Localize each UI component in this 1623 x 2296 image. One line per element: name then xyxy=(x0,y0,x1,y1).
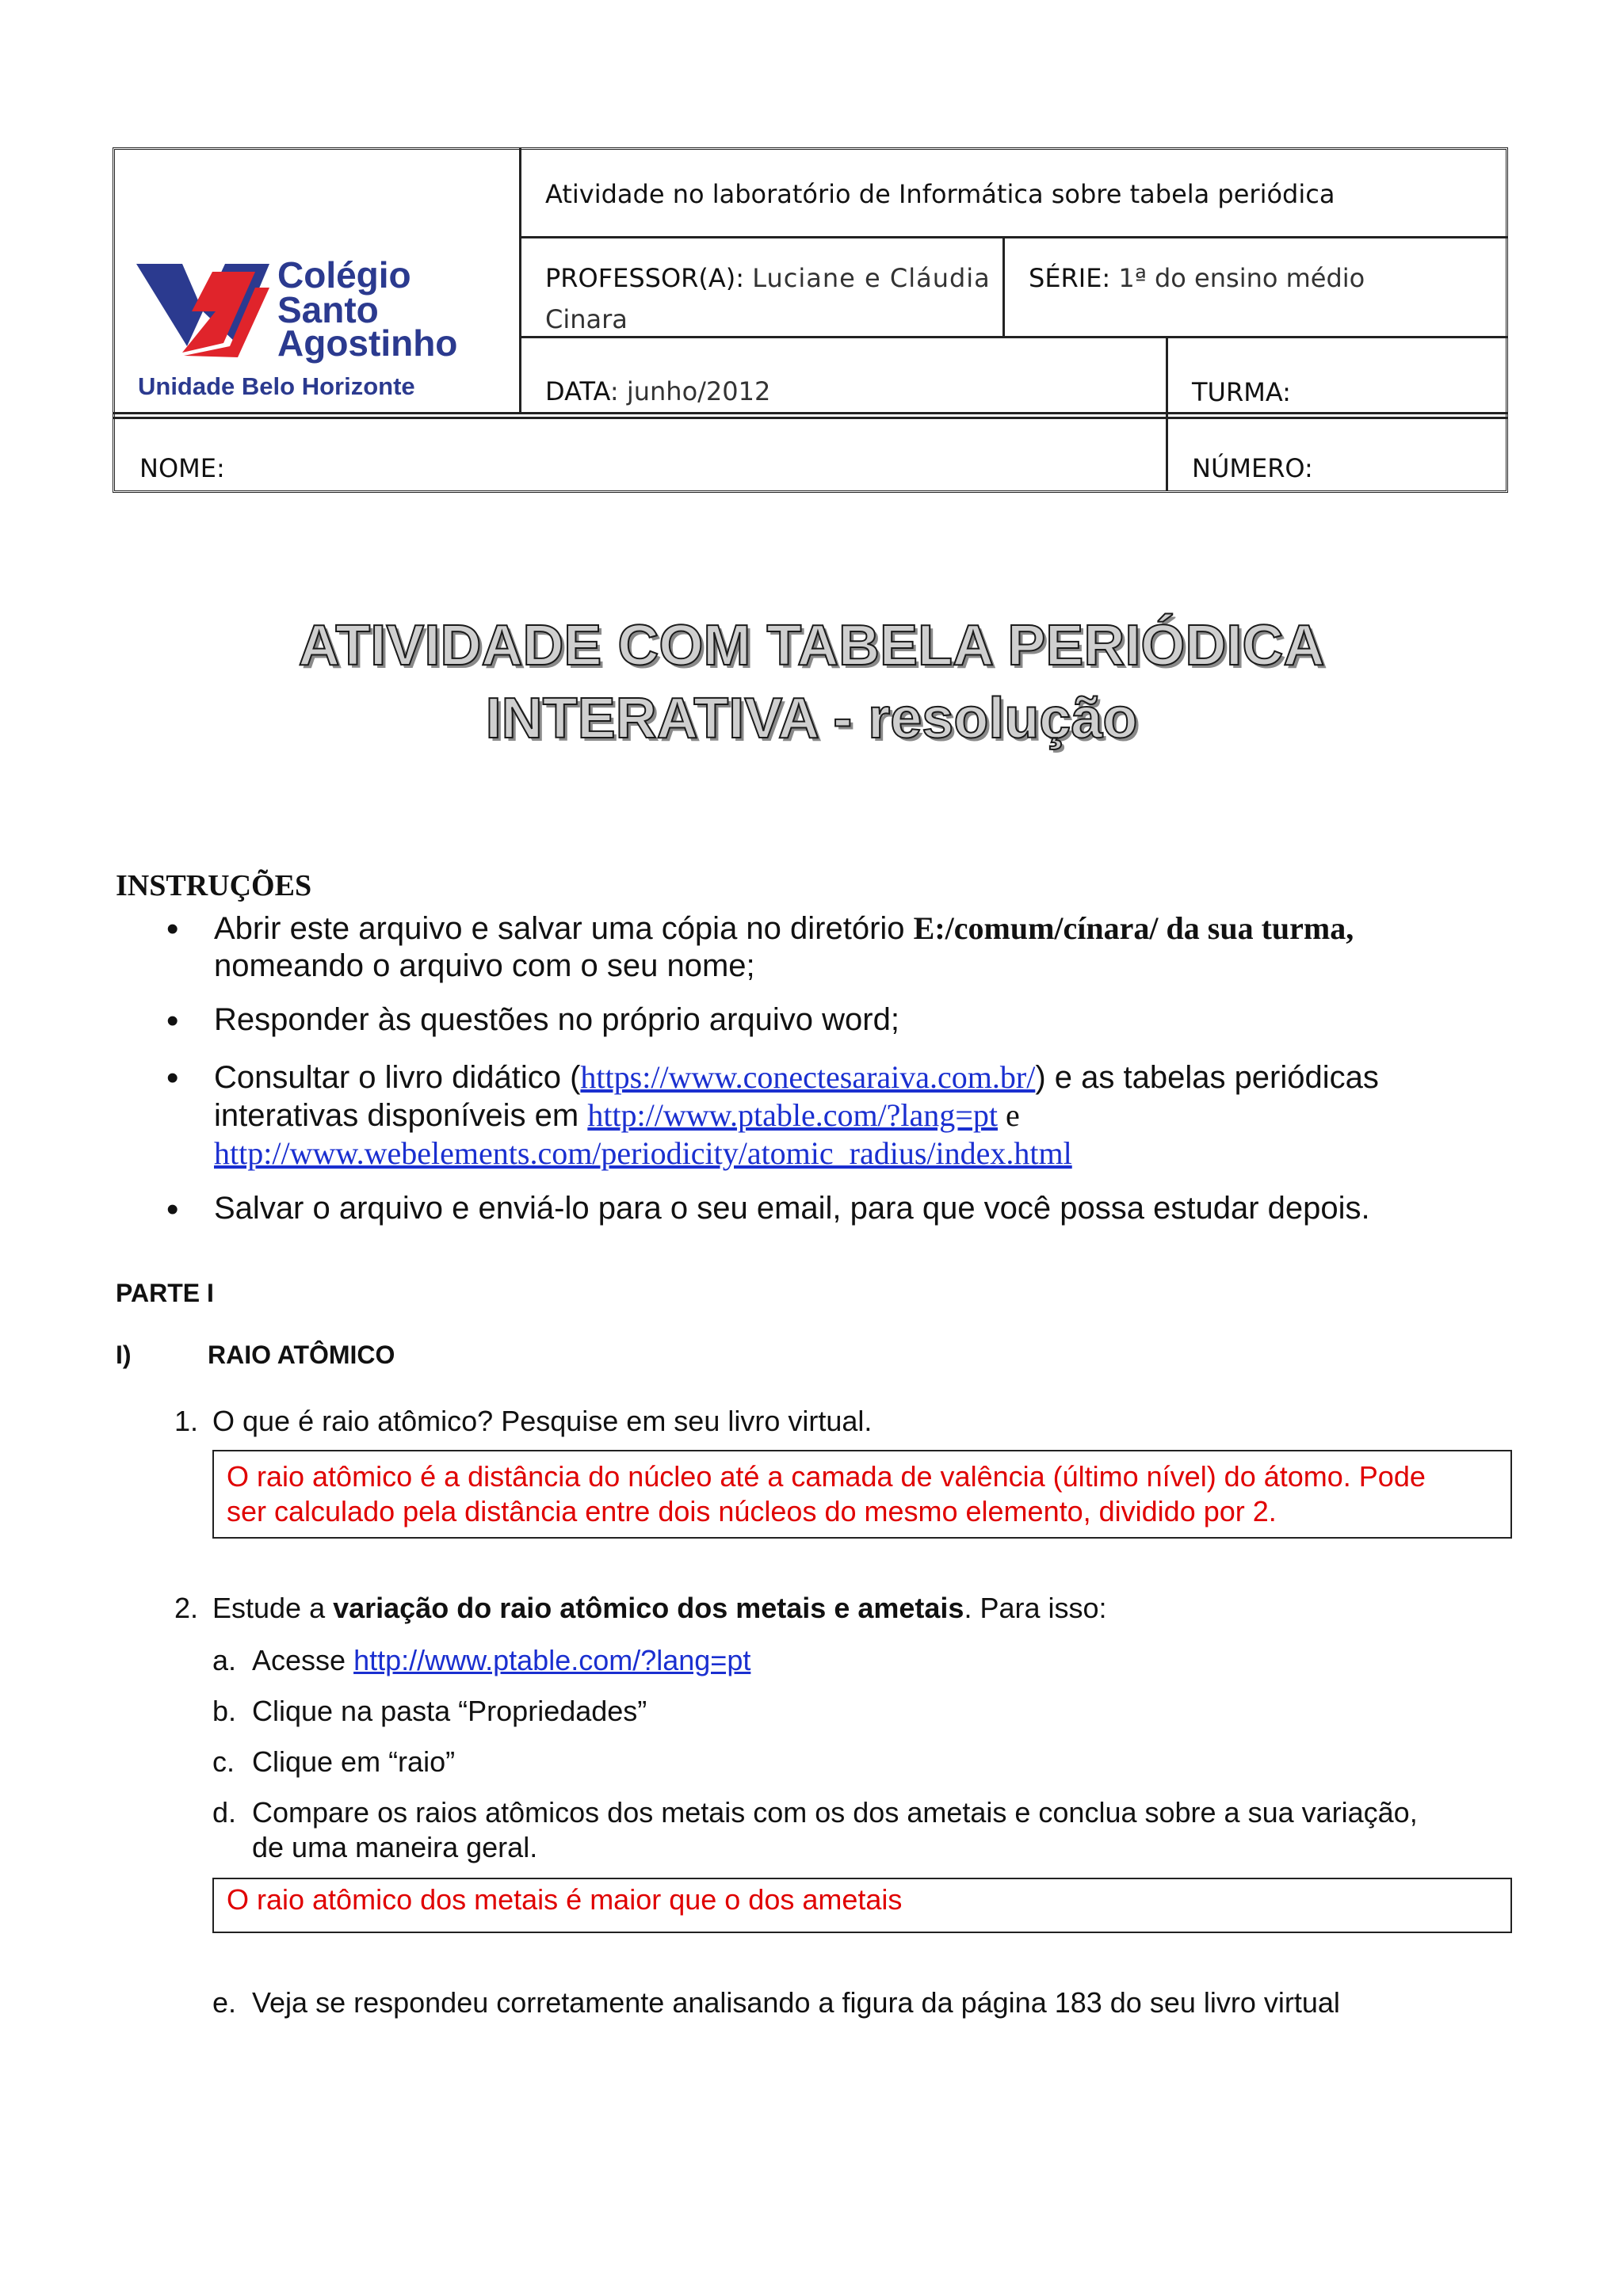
step-text xyxy=(252,1643,750,1678)
serie-label: SÉRIE: xyxy=(1029,263,1111,293)
header-divider xyxy=(519,236,1508,238)
turma-label: TURMA: xyxy=(1192,377,1291,407)
header-divider xyxy=(519,147,521,414)
page-title: ATIVIDADE COM TABELA PERIÓDICA xyxy=(298,614,1325,677)
instruction-text: ) e as tabelas periódicas xyxy=(1035,1060,1379,1095)
bullet-icon: • xyxy=(166,1001,179,1040)
date-value: : junho/2012 xyxy=(609,376,771,406)
answer-text: ser calculado pela distância entre dois núcleos do mesmo elemento, dividido por 2. xyxy=(227,1495,1277,1527)
step-label: a. xyxy=(212,1644,237,1676)
section-title: RAIO ATÔMICO xyxy=(208,1341,395,1369)
bullet-icon: • xyxy=(166,1190,179,1229)
question-number: 1. xyxy=(174,1405,199,1437)
professor-label: PROFESSOR(A): xyxy=(545,263,745,293)
link-webelements[interactable]: http://www.webelements.com/periodicity/atomic_radius/index.html xyxy=(214,1135,1072,1171)
step-text-part: Compare os raios atômicos dos metais com os dos ametais e conclua sobre a sua variação, xyxy=(252,1796,1418,1829)
activity-title: Atividade no laboratório de Informática sobre tabela periódica xyxy=(545,179,1335,209)
date-label: DATA xyxy=(545,376,610,406)
instruction-text: nomeando o arquivo com o seu nome; xyxy=(214,948,755,983)
nome-label: NOME: xyxy=(139,453,225,483)
step-text-part: de uma maneira geral. xyxy=(252,1831,538,1863)
bullet-icon: • xyxy=(166,910,179,948)
instruction-item: Responder às questões no próprio arquivo word; xyxy=(214,1002,899,1037)
step-label: c. xyxy=(212,1745,235,1778)
serie-value: 1ª do ensino médio xyxy=(1118,263,1365,293)
question-text-part: . Para isso: xyxy=(964,1592,1107,1624)
instruction-text: Abrir este arquivo e salvar uma cópia no diretório xyxy=(214,911,914,946)
school-name-line: Colégio xyxy=(277,254,411,296)
link-ptable[interactable]: http://www.ptable.com/?lang=pt xyxy=(353,1644,751,1676)
header-divider xyxy=(113,417,1508,419)
school-name-line: Santo xyxy=(277,289,379,330)
date-field xyxy=(545,376,770,406)
school-logo-icon xyxy=(136,264,269,359)
step-text xyxy=(252,1795,1512,1865)
bullet-icon: • xyxy=(166,1058,179,1097)
answer-text: O raio atômico dos metais é maior que o dos ametais xyxy=(227,1883,903,1916)
section-number: I) xyxy=(116,1341,132,1369)
step-label: d. xyxy=(212,1796,237,1829)
header-divider xyxy=(1166,336,1168,491)
step-text-part: Acesse xyxy=(252,1644,354,1676)
school-name-line: Agostinho xyxy=(277,322,458,364)
instructions-heading: INSTRUÇÕES xyxy=(116,869,312,902)
instruction-item: Salvar o arquivo e enviá-lo para o seu email, para que você possa estudar depois. xyxy=(214,1191,1370,1226)
answer-text: O raio atômico é a distância do núcleo até a camada de valência (último nível) do átomo. Pode xyxy=(227,1460,1426,1493)
question-text-bold: variação do raio atômico dos metais e ametais xyxy=(333,1592,964,1624)
instruction-text: Consultar o livro didático ( xyxy=(214,1060,581,1095)
step-text: Clique na pasta “Propriedades” xyxy=(252,1695,647,1727)
instruction-text: e xyxy=(997,1097,1020,1133)
step-text: Clique em “raio” xyxy=(252,1745,456,1778)
professor-value-continued: Cinara xyxy=(545,304,628,334)
school-unit: Unidade Belo Horizonte xyxy=(138,372,415,400)
answer-box[interactable] xyxy=(212,1878,1512,1933)
instruction-text: interativas disponíveis em xyxy=(214,1098,588,1133)
question-text xyxy=(212,1591,1107,1626)
instruction-item xyxy=(214,1058,1522,1173)
answer-box[interactable] xyxy=(212,1450,1512,1539)
question-text: O que é raio atômico? Pesquise em seu livro virtual. xyxy=(212,1405,873,1437)
header-divider xyxy=(113,412,1508,414)
professor-value: Luciane e Cláudia xyxy=(752,263,991,293)
part-heading: PARTE I xyxy=(116,1279,214,1307)
link-ptable[interactable]: http://www.ptable.com/?lang=pt xyxy=(587,1097,998,1133)
header-divider xyxy=(1002,236,1005,338)
numero-label: NÚMERO: xyxy=(1192,453,1313,483)
instruction-path: E:/comum/cínara/ da sua turma, xyxy=(913,910,1354,946)
instruction-item xyxy=(214,910,1522,985)
step-label: b. xyxy=(212,1695,237,1727)
professor-field xyxy=(545,263,991,293)
link-conectesaraiva[interactable]: https://www.conectesaraiva.com.br/ xyxy=(580,1059,1036,1095)
header-divider xyxy=(519,336,1508,338)
page-title: INTERATIVA - resolução xyxy=(485,687,1138,750)
question-text-part: Estude a xyxy=(212,1592,334,1624)
step-text: Veja se respondeu corretamente analisando a figura da página 183 do seu livro virtual xyxy=(252,1986,1340,2019)
step-label: e. xyxy=(212,1986,237,2019)
serie-field xyxy=(1029,263,1365,293)
question-number: 2. xyxy=(174,1592,199,1624)
